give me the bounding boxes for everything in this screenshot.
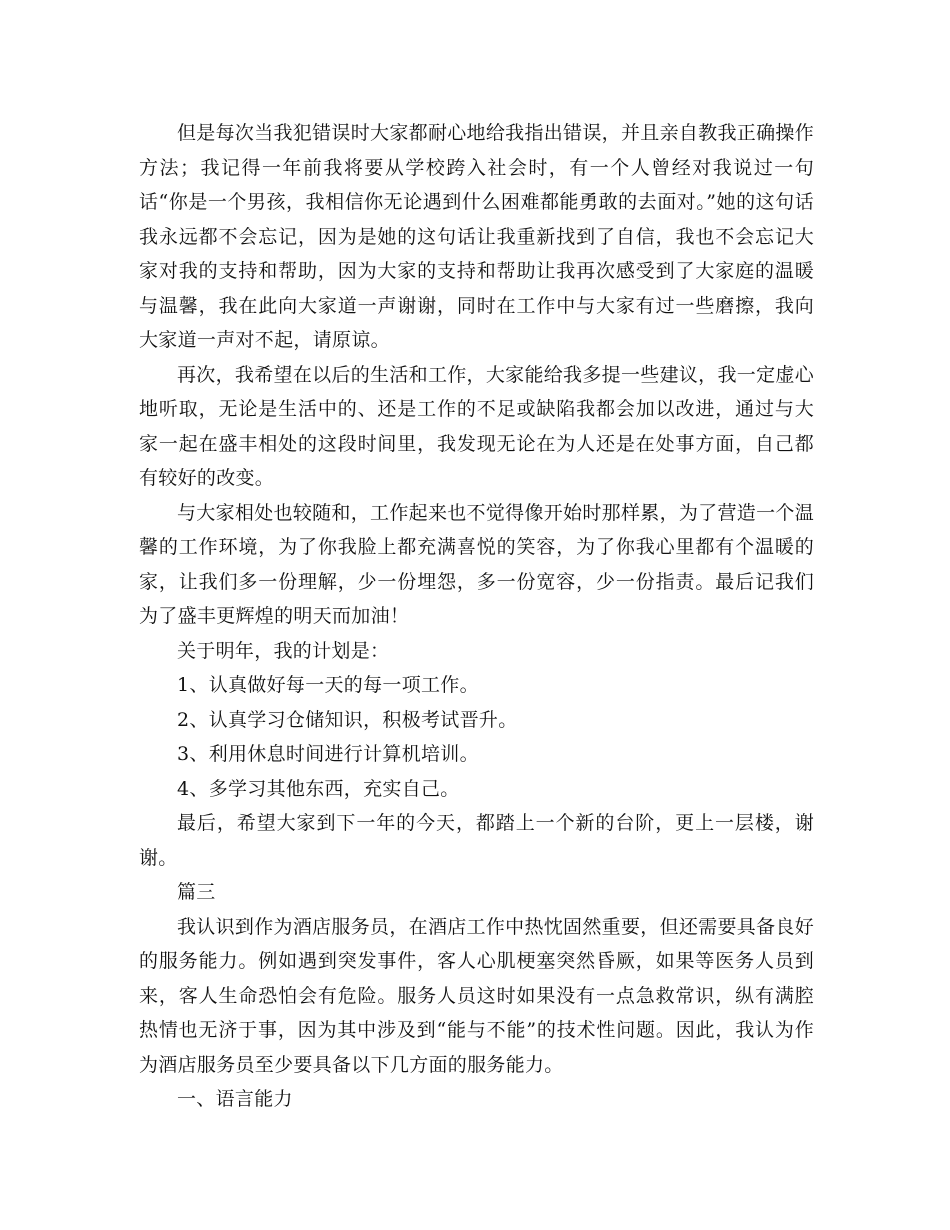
plan-item-2: 2、认真学习仓储知识，积极考试晋升。 — [177, 708, 518, 731]
plan-item-4: 4、多学习其他东西，充实自己。 — [177, 777, 460, 800]
paragraph-closing: 最后，希望大家到下一年的今天，都踏上一个新的台阶，更上一层楼，谢谢。 — [139, 812, 814, 869]
document-body — [139, 116, 814, 1117]
paragraph-suggestions: 再次，我希望在以后的生活和工作，大家能给我多提一些建议，我一定虚心地听取，无论是生活中的、还是工作的不足或缺陷我都会加以改进，通过与大家一起在盛丰相处的这段时间里，我发现无论在为人还是在处事方面，自己都有较好的改变。 — [139, 363, 814, 489]
paragraph-team-spirit: 与大家相处也较随和，工作起来也不觉得像开始时那样累，为了营造一个温馨的工作环境，为了你我脸上都充满喜悦的笑容，为了你我心里都有个温暖的家，让我们多一份理解，少一份埋怨，多一份宽容，少一份指责。最后记我们为了盛丰更辉煌的明天而加油！ — [139, 501, 814, 627]
paragraph-gratitude: 但是每次当我犯错误时大家都耐心地给我指出错误，并且亲自教我正确操作方法；我记得一年前我将要从学校跨入社会时，有一个人曾经对我说过一句话“你是一个男孩，我相信你无论遇到什么困难都能勇敢的去面对。”她的这句话我永远都不会忘记，因为是她的这句话让我重新找到了自信，我也不会忘记大家对我的支持和帮助，因为大家的支持和帮助让我再次感受到了大家庭的温暖与温馨，我在此向大家道一声谢谢，同时在工作中与大家有过一些磨擦，我向大家道一声对不起，请原谅。 — [139, 122, 814, 351]
plan-item-1: 1、认真做好每一天的每一项工作。 — [177, 674, 479, 696]
paragraph-service-ability: 我认识到作为酒店服务员，在酒店工作中热忱固然重要，但还需要具备良好的服务能力。例如遇到突发事件，客人心肌梗塞突然昏厥，如果等医务人员到来，客人生命恐怕会有危险。服务人员这时如果没有一点急救常识，纵有满腔热情也无济于事，因为其中涉及到“能与不能”的技术性问题。因此，我认为作为酒店服务员至少要具备以下几方面的服务能力。 — [139, 915, 814, 1076]
subheading-language-ability: 一、语言能力 — [177, 1088, 293, 1110]
section-heading-part-three: 篇三 — [177, 881, 216, 903]
paragraph-plan-intro: 关于明年，我的计划是： — [177, 639, 390, 662]
plan-item-3: 3、利用休息时间进行计算机培训。 — [177, 743, 479, 765]
